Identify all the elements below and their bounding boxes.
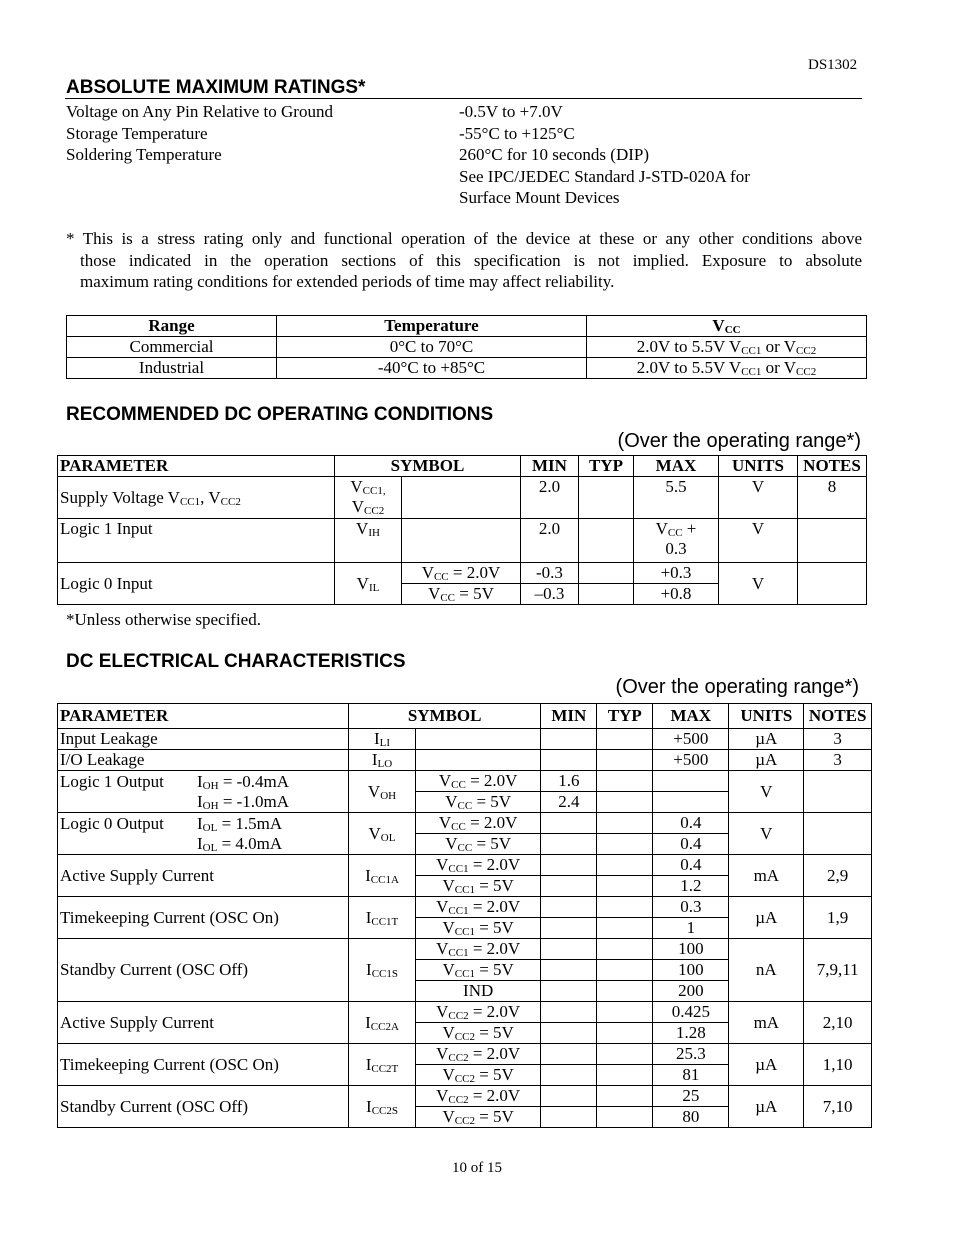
cell: 3 — [804, 750, 872, 771]
cell: $V_{CC2} = 5V$ — [416, 1023, 541, 1044]
cell — [597, 1044, 653, 1065]
cell — [402, 519, 521, 563]
cell — [541, 918, 597, 939]
cell: IND — [416, 981, 541, 1002]
cell: $V_{CC} = 5V$ — [402, 584, 521, 605]
cell: 7,9,11 — [804, 939, 872, 1002]
cell — [541, 1044, 597, 1065]
cell: $V_{OH}$ — [349, 771, 416, 813]
cell: $V_{CC} = 2.0V$ — [416, 771, 541, 792]
cell: 1,10 — [804, 1044, 872, 1086]
cell: V — [729, 813, 804, 855]
cell — [597, 855, 653, 876]
cell — [597, 876, 653, 897]
cell: Standby Current (OSC Off) — [58, 1086, 349, 1128]
abs-max-value: 260°C for 10 seconds (DIP) — [459, 145, 649, 164]
cell — [597, 1107, 653, 1128]
cell: $V_{OL}$ — [349, 813, 416, 855]
cell: µA — [729, 1086, 804, 1128]
cell: $V_{CC1} = 5V$ — [416, 960, 541, 981]
cell — [578, 584, 633, 605]
cell: Supply Voltage $V_{CC1}$, $V_{CC2}$ — [58, 477, 335, 519]
col-symbol: SYMBOL — [335, 456, 521, 477]
cell: Logic 0 Output $I_{OL} = 1.5mA$ $I_{OL} = 4.0mA$ — [58, 813, 349, 855]
cell: +0.3 — [633, 563, 718, 584]
table-row — [58, 1044, 872, 1065]
doc-id: DS1302 — [808, 57, 858, 73]
cell — [541, 897, 597, 918]
cell: mA — [729, 1002, 804, 1044]
cell — [597, 771, 653, 792]
cell — [541, 1107, 597, 1128]
cell — [804, 813, 872, 855]
col-min: MIN — [520, 456, 578, 477]
stress-note — [66, 228, 862, 293]
table-row — [58, 519, 867, 563]
abs-max-value: Surface Mount Devices — [459, 188, 620, 207]
col-typ: TYP — [597, 704, 653, 729]
cell: Active Supply Current — [58, 855, 349, 897]
stress-note-line: * This is a stress rating only and functional operation of the device at these or any other conditions above — [66, 229, 862, 248]
cell: 80 — [653, 1107, 729, 1128]
cell: 1 — [653, 918, 729, 939]
table-row — [58, 813, 872, 834]
cell — [541, 960, 597, 981]
col-parameter: PARAMETER — [58, 704, 349, 729]
dc-elec-title: DC ELECTRICAL CHARACTERISTICS — [66, 651, 406, 672]
cell: $V_{CC1} = 2.0V$ — [416, 939, 541, 960]
cell — [597, 834, 653, 855]
abs-max-title: ABSOLUTE MAXIMUM RATINGS* — [66, 77, 366, 98]
cell — [541, 1002, 597, 1023]
cell: 2.0V to 5.5V $V_{CC1}$ or $V_{CC2}$ — [587, 337, 867, 358]
cell: µA — [729, 897, 804, 939]
cell — [541, 939, 597, 960]
cell: $V_{CC} = 2.0V$ — [402, 563, 521, 584]
cell — [541, 876, 597, 897]
cell — [416, 729, 541, 750]
abs-max-label: Soldering Temperature — [66, 145, 222, 164]
cell: -40°C to +85°C — [277, 358, 587, 379]
cell — [597, 897, 653, 918]
cell: 0.4 — [653, 813, 729, 834]
cell: +0.8 — [633, 584, 718, 605]
cell — [541, 1023, 597, 1044]
cell — [597, 1086, 653, 1107]
cell: $V_{CC2} = 2.0V$ — [416, 1086, 541, 1107]
cell — [402, 477, 521, 519]
cell: 0.4 — [653, 855, 729, 876]
cell: Industrial — [67, 358, 277, 379]
cell: Logic 1 Output $I_{OH} = -0.4mA$ $I_{OH} = -1.0mA$ — [58, 771, 349, 813]
stress-note-line: maximum rating conditions for extended periods of time may affect reliability. — [80, 272, 615, 291]
cell: V — [718, 563, 797, 605]
cell: $I_{CC2T}$ — [349, 1044, 416, 1086]
cell: $I_{CC2A}$ — [349, 1002, 416, 1044]
cell — [541, 855, 597, 876]
cell — [416, 750, 541, 771]
table-row — [58, 1002, 872, 1023]
col-max: MAX — [633, 456, 718, 477]
col-temperature: Temperature — [277, 316, 587, 337]
cell: 2,10 — [804, 1002, 872, 1044]
cell — [797, 519, 866, 563]
col-max: MAX — [653, 704, 729, 729]
rec-dc-footnote: *Unless otherwise specified. — [66, 610, 261, 629]
table-row — [67, 358, 867, 379]
cell — [597, 981, 653, 1002]
cell: Input Leakage — [58, 729, 349, 750]
cell: $V_{CC}$ + 0.3 — [633, 519, 718, 563]
col-typ: TYP — [578, 456, 633, 477]
cell: 1.2 — [653, 876, 729, 897]
cell — [578, 563, 633, 584]
table-row — [58, 897, 872, 918]
dc-elec-table — [57, 703, 872, 1128]
cell: Timekeeping Current (OSC On) — [58, 1044, 349, 1086]
cell: 2.0V to 5.5V $V_{CC1}$ or $V_{CC2}$ — [587, 358, 867, 379]
cell: $V_{CC} = 5V$ — [416, 834, 541, 855]
cell — [597, 1002, 653, 1023]
cell — [597, 729, 653, 750]
cell: V — [729, 771, 804, 813]
cell: 0.425 — [653, 1002, 729, 1023]
cell: Timekeeping Current (OSC On) — [58, 897, 349, 939]
table-row — [58, 563, 867, 584]
cell — [653, 792, 729, 813]
cell — [597, 1065, 653, 1086]
cell — [597, 939, 653, 960]
cell: µA — [729, 750, 804, 771]
col-units: UNITS — [729, 704, 804, 729]
cell: Commercial — [67, 337, 277, 358]
rec-dc-subtitle: (Over the operating range*) — [617, 430, 861, 452]
cell — [804, 771, 872, 813]
cell — [541, 1065, 597, 1086]
cell: $V_{CC1,}$ $V_{CC2}$ — [335, 477, 402, 519]
cell: 100 — [653, 960, 729, 981]
cell: +500 — [653, 729, 729, 750]
abs-max-label: Voltage on Any Pin Relative to Ground — [66, 102, 333, 121]
cell: mA — [729, 855, 804, 897]
cell — [541, 750, 597, 771]
cell — [597, 1023, 653, 1044]
cell — [597, 813, 653, 834]
cell: Logic 0 Input — [58, 563, 335, 605]
cell: 0.3 — [653, 897, 729, 918]
col-min: MIN — [541, 704, 597, 729]
table-row — [67, 337, 867, 358]
cell: $I_{LO}$ — [349, 750, 416, 771]
cell: $V_{CC2} = 5V$ — [416, 1107, 541, 1128]
table-header-row — [58, 704, 872, 729]
cell: +500 — [653, 750, 729, 771]
col-units: UNITS — [718, 456, 797, 477]
abs-max-value: -0.5V to +7.0V — [459, 102, 563, 121]
cell: $I_{CC1A}$ — [349, 855, 416, 897]
cell: 0°C to 70°C — [277, 337, 587, 358]
cell: $I_{CC2S}$ — [349, 1086, 416, 1128]
cell — [541, 981, 597, 1002]
cell: nA — [729, 939, 804, 1002]
cell: $V_{IL}$ — [335, 563, 402, 605]
cell: 0.4 — [653, 834, 729, 855]
cell: µA — [729, 729, 804, 750]
rec-dc-title: RECOMMENDED DC OPERATING CONDITIONS — [66, 404, 494, 425]
cell: $I_{CC1T}$ — [349, 897, 416, 939]
cell: –0.3 — [520, 584, 578, 605]
abs-max-value: -55°C to +125°C — [459, 123, 575, 143]
cell: $V_{CC2} = 2.0V$ — [416, 1044, 541, 1065]
col-notes: NOTES — [797, 456, 866, 477]
table-row — [58, 855, 872, 876]
stress-note-line: those indicated in the operation sections of this specification is not implied. Exposure to absolute — [80, 250, 862, 270]
table-row — [58, 477, 867, 519]
cell: $I_{LI}$ — [349, 729, 416, 750]
table-header-row — [67, 316, 867, 337]
cell: 100 — [653, 939, 729, 960]
col-vcc: $V_{CC}$ — [587, 316, 867, 337]
col-notes: NOTES — [804, 704, 872, 729]
cell: I/O Leakage — [58, 750, 349, 771]
dc-elec-subtitle: (Over the operating range*) — [615, 676, 859, 698]
col-symbol: SYMBOL — [349, 704, 541, 729]
cell: 1.6 — [541, 771, 597, 792]
cell — [541, 834, 597, 855]
cell: Active Supply Current — [58, 1002, 349, 1044]
cell: Standby Current (OSC Off) — [58, 939, 349, 1002]
cell: 5.5 — [633, 477, 718, 519]
cell — [653, 771, 729, 792]
cell: $V_{CC2} = 2.0V$ — [416, 1002, 541, 1023]
cell: 1.28 — [653, 1023, 729, 1044]
table-row — [58, 729, 872, 750]
cell — [541, 813, 597, 834]
cell: -0.3 — [520, 563, 578, 584]
cell: 1,9 — [804, 897, 872, 939]
table-row — [58, 771, 872, 792]
cell — [597, 792, 653, 813]
cell — [578, 477, 633, 519]
cell — [597, 918, 653, 939]
page-footer: 10 of 15 — [452, 1160, 502, 1176]
cell: $V_{CC1} = 5V$ — [416, 876, 541, 897]
cell: $V_{CC} = 2.0V$ — [416, 813, 541, 834]
abs-max-label: Storage Temperature — [66, 123, 208, 143]
cell — [578, 519, 633, 563]
cell: $V_{CC} = 5V$ — [416, 792, 541, 813]
col-range: Range — [67, 316, 277, 337]
cell: 2.0 — [520, 519, 578, 563]
cell — [541, 729, 597, 750]
cell — [597, 750, 653, 771]
cell: $V_{CC1} = 2.0V$ — [416, 855, 541, 876]
cell: 200 — [653, 981, 729, 1002]
cell: V — [718, 477, 797, 519]
abs-max-labels — [66, 101, 333, 166]
rec-dc-table — [57, 455, 867, 605]
cell: $V_{CC1} = 5V$ — [416, 918, 541, 939]
cell: 2.0 — [520, 477, 578, 519]
abs-max-values — [459, 101, 750, 209]
cell: 25.3 — [653, 1044, 729, 1065]
cell: $V_{CC2} = 5V$ — [416, 1065, 541, 1086]
cell: 2.4 — [541, 792, 597, 813]
cell — [797, 563, 866, 605]
table-row — [58, 750, 872, 771]
cell: Logic 1 Input — [58, 519, 335, 563]
cell: 81 — [653, 1065, 729, 1086]
cell: 25 — [653, 1086, 729, 1107]
abs-max-value: See IPC/JEDEC Standard J-STD-020A for — [459, 166, 750, 186]
cell: 2,9 — [804, 855, 872, 897]
cell: $I_{CC1S}$ — [349, 939, 416, 1002]
cell: 7,10 — [804, 1086, 872, 1128]
table-row — [58, 1086, 872, 1107]
range-table — [66, 315, 867, 379]
cell: V — [718, 519, 797, 563]
cell: 8 — [797, 477, 866, 519]
cell: $V_{IH}$ — [335, 519, 402, 563]
table-row — [58, 939, 872, 960]
cell: 3 — [804, 729, 872, 750]
cell: $V_{CC1} = 2.0V$ — [416, 897, 541, 918]
cell — [597, 960, 653, 981]
cell — [541, 1086, 597, 1107]
col-parameter: PARAMETER — [58, 456, 335, 477]
table-header-row — [58, 456, 867, 477]
cell: µA — [729, 1044, 804, 1086]
